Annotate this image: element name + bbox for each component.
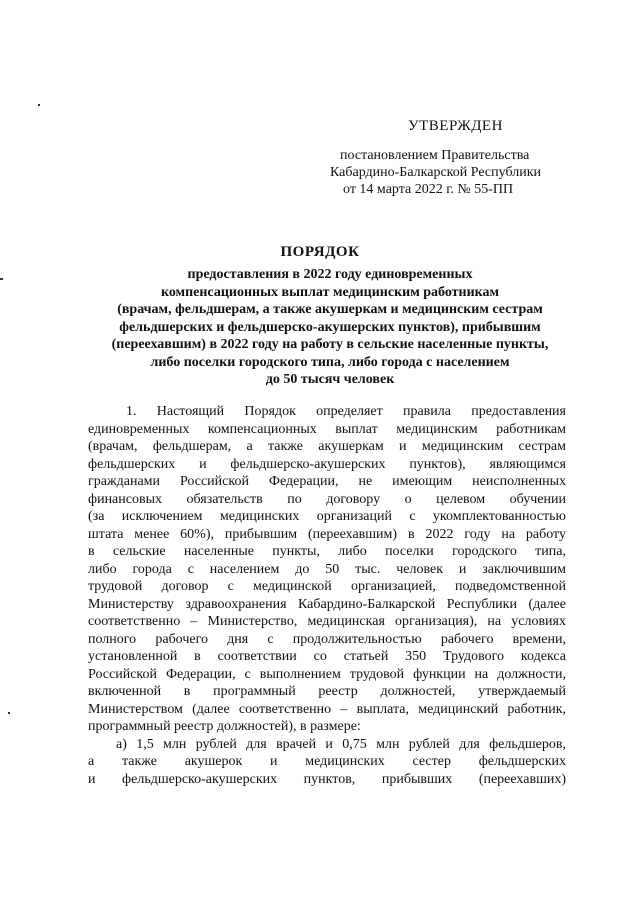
body-line: а) 1,5 млн рублей для врачей и 0,75 млн рублей для фельдшеров, bbox=[116, 736, 566, 752]
subtitle-line: компенсационных выплат медицинским работникам bbox=[160, 284, 500, 300]
body-line: а также акушерок и медицинских сестер фельдшерских bbox=[88, 754, 566, 769]
body-line: штата менее 60%), прибывшим (переехавшим) в 2022 году на работу bbox=[88, 526, 566, 542]
subtitle-line: фельдшерских и фельдшерско-акушерских пунктов), прибывшим bbox=[119, 319, 541, 335]
scan-mark-top bbox=[38, 104, 40, 106]
document-subtitle bbox=[80, 266, 580, 389]
body-line: соответственно – Министерство, медицинская организация), на условиях bbox=[88, 614, 566, 629]
document-title: ПОРЯДОК bbox=[280, 244, 360, 260]
subtitle-line: предоставления в 2022 году единовременных bbox=[187, 267, 473, 282]
body-line: программный реестр должностей), в размере: bbox=[88, 719, 361, 734]
body-line: Министерству здравоохранения Кабардино-Балкарской Республики (далее bbox=[88, 596, 566, 612]
approval-line: Кабардино-Балкарской Республики bbox=[330, 165, 541, 180]
body-line: гражданами Российской Федерации, не имеющим неисполненных bbox=[88, 474, 566, 489]
body-line: (врачам, фельдшерам, а также акушеркам и медицинским сестрам bbox=[88, 439, 566, 454]
body-line: либо города с населением до 50 тыс. человек и заключившим bbox=[88, 561, 566, 577]
document-body bbox=[88, 403, 566, 788]
body-line: 1. Настоящий Порядок определяет правила предоставления bbox=[126, 404, 566, 419]
subtitle-line: (врачам, фельдшерам, а также акушеркам и медицинским сестрам bbox=[117, 302, 543, 317]
approval-title: УТВЕРЖДЕН bbox=[408, 118, 503, 134]
body-line: Российской Федерации, с выполнением трудовой функции на должности, bbox=[88, 666, 566, 682]
body-line: единовременных компенсационных выплат медицинским работникам bbox=[88, 421, 566, 437]
body-line: в сельские населенные пункты, либо поселки городского типа, bbox=[88, 544, 566, 559]
body-line: трудовой договор с медицинской организацией, подведомственной bbox=[88, 579, 566, 594]
subtitle-line: до 50 тысяч человек bbox=[265, 372, 395, 387]
scan-mark-bottom bbox=[8, 712, 10, 714]
body-line: Министерством (далее соответственно – выплата, медицинский работник, bbox=[88, 701, 566, 717]
scan-mark-left bbox=[0, 278, 3, 280]
body-line: установленной в соответствии со статьей 350 Трудового кодекса bbox=[88, 649, 566, 664]
subtitle-line: либо поселки городского типа, либо города с населением bbox=[150, 354, 510, 370]
body-line: и фельдшерско-акушерских пунктов, прибывших (переехавших) bbox=[88, 771, 566, 787]
body-line: включенной в программный реестр должностей, утверждаемый bbox=[88, 684, 566, 699]
body-line: фельдшерских и фельдшерско-акушерских пунктов), являющимся bbox=[88, 456, 566, 472]
body-line: (за исключением медицинских организаций с укомплектованностью bbox=[88, 509, 566, 524]
approval-line: от 14 марта 2022 г. № 55-ПП bbox=[343, 182, 514, 197]
body-line: полного рабочего дня с продолжительностью рабочего времени, bbox=[88, 631, 566, 647]
approval-line: постановлением Правительства bbox=[340, 148, 530, 163]
approval-stamp-block bbox=[330, 118, 580, 198]
body-line: финансовых обязательств по договору о целевом обучении bbox=[88, 491, 566, 507]
subtitle-line: (переехавшим) в 2022 году на работу в сельские населенные пункты, bbox=[111, 337, 549, 352]
